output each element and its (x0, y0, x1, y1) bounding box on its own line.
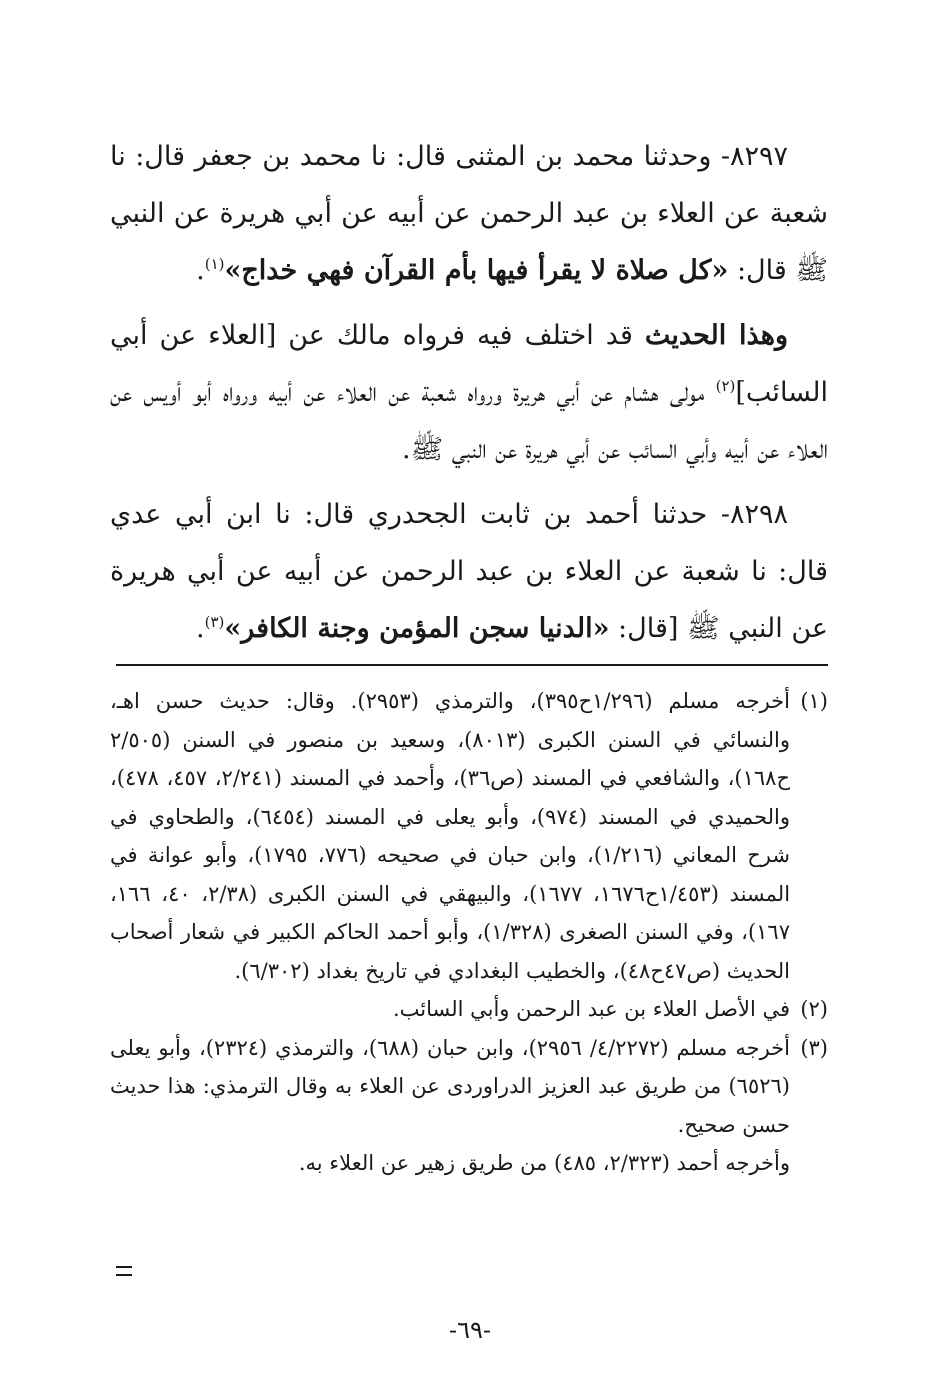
hadith-paragraph-8298 (110, 486, 828, 657)
continuation-mark (116, 1266, 132, 1276)
footnote-divider (116, 664, 828, 666)
commentary-text-1: قد اختلف فيه فرواه مالك عن [العلاء عن أبي السائب] (110, 320, 828, 408)
footnote-ref-1[interactable]: (١) (204, 255, 225, 273)
footnote-3-text: أخرجه مسلم (٤/٢٢٧٢/ ٢٩٥٦)، وابن حبان (٦٨٨)، والترمذي (٢٣٢٤)، وأبو يعلى (٦٥٢٦) من طريق عبد العزيز الدراوردى عن العلاء به وقال الترمذي: هذا حديث حسن صحيح. (110, 1035, 790, 1137)
hadith-8298-text: ٨٢٩٨- حدثنا أحمد بن ثابت الجحدري قال: نا ابن أبي عدي قال: نا شعبة عن العلاء بن عبد الرحمن عن أبيه عن أبي هريرة عن النبي ﷺ [قال: (110, 499, 828, 644)
footnote-3-number: (٣) (800, 1035, 828, 1060)
footnotes-section (110, 682, 828, 1183)
footnote-2-text: في الأصل العلاء بن عبد الرحمن وأبي السائب. (392, 997, 790, 1021)
page-number: -٦٩- (449, 1316, 491, 1344)
footnote-1 (110, 682, 828, 990)
hadith-8297-end: . (196, 255, 205, 286)
footnote-2-number: (٢) (800, 997, 828, 1021)
commentary-text-2: مولى هشام عن أبي هريرة ورواه شعبة عن العلاء عن أبيه ورواه أبو أويس عن العلاء عن أبيه وأبي السائب عن أبي هريرة عن النبي ﷺ. (110, 377, 828, 465)
footnote-3-continuation: وأخرجه أحمد (٢/٣٢٣، ٤٨٥) من طريق زهير عن العلاء به. (298, 1151, 790, 1175)
hadith-paragraph-8297 (110, 128, 828, 299)
footnote-ref-2[interactable]: (٢) (715, 377, 736, 395)
hadith-8297-text: ٨٢٩٧- وحدثنا محمد بن المثنى قال: نا محمد بن جعفر قال: نا شعبة عن العلاء بن عبد الرحمن عن أبيه عن أبي هريرة عن النبي ﷺ قال: (110, 141, 828, 286)
footnote-1-text: أخرجه مسلم (١/٢٩٦ح٣٩٥)، والترمذي (٢٩٥٣). وقال: حديث حسن اهـ، والنسائي في السنن الكبرى (٨٠١٣)، وسعيد بن منصور في السنن (٢/٥٠٥ ح١٦٨)، والشافعي في المسند (ص٣٦)، وأحمد في المسند (٢/٢٤١، ٤٥٧، ٤٧٨)، والحميدي في المسند (٩٧٤)، وأبو يعلى في المسند (٦٤٥٤)، والطحاوي في شرح المعاني (١/٢١٦)، وابن حبان في صحيحه (٧٧٦، ١٧٩٥)، وأبو عوانة في المسند (١/٤٥٣ح١٦٧٦، ١٦٧٧)، والبيهقي في السنن الكبرى (٢/٣٨، ٤٠، ١٦٦، ١٦٧)، وفي السنن الصغرى (١/٣٢٨)، وأبو أحمد الحاكم الكبير في شعار أصحاب الحديث (ص٤٧ح٤٨)، والخطيب البغدادي في تاريخ بغداد (٦/٣٠٢). (110, 689, 791, 983)
commentary-lead: وهذا الحديث (644, 320, 788, 351)
footnote-ref-3[interactable]: (٣) (204, 613, 225, 631)
hadith-8298-end: . (196, 613, 205, 644)
footnote-1-number: (١) (800, 689, 828, 713)
main-text-block (110, 128, 828, 665)
commentary-paragraph (110, 307, 828, 478)
hadith-8298-quote: «الدنيا سجن المؤمن وجنة الكافر» (224, 613, 610, 644)
footnote-2 (110, 990, 828, 1029)
hadith-8297-quote: «كل صلاة لا يقرأ فيها بأم القرآن فهي خداج» (224, 255, 729, 286)
footnote-3 (110, 1029, 828, 1145)
